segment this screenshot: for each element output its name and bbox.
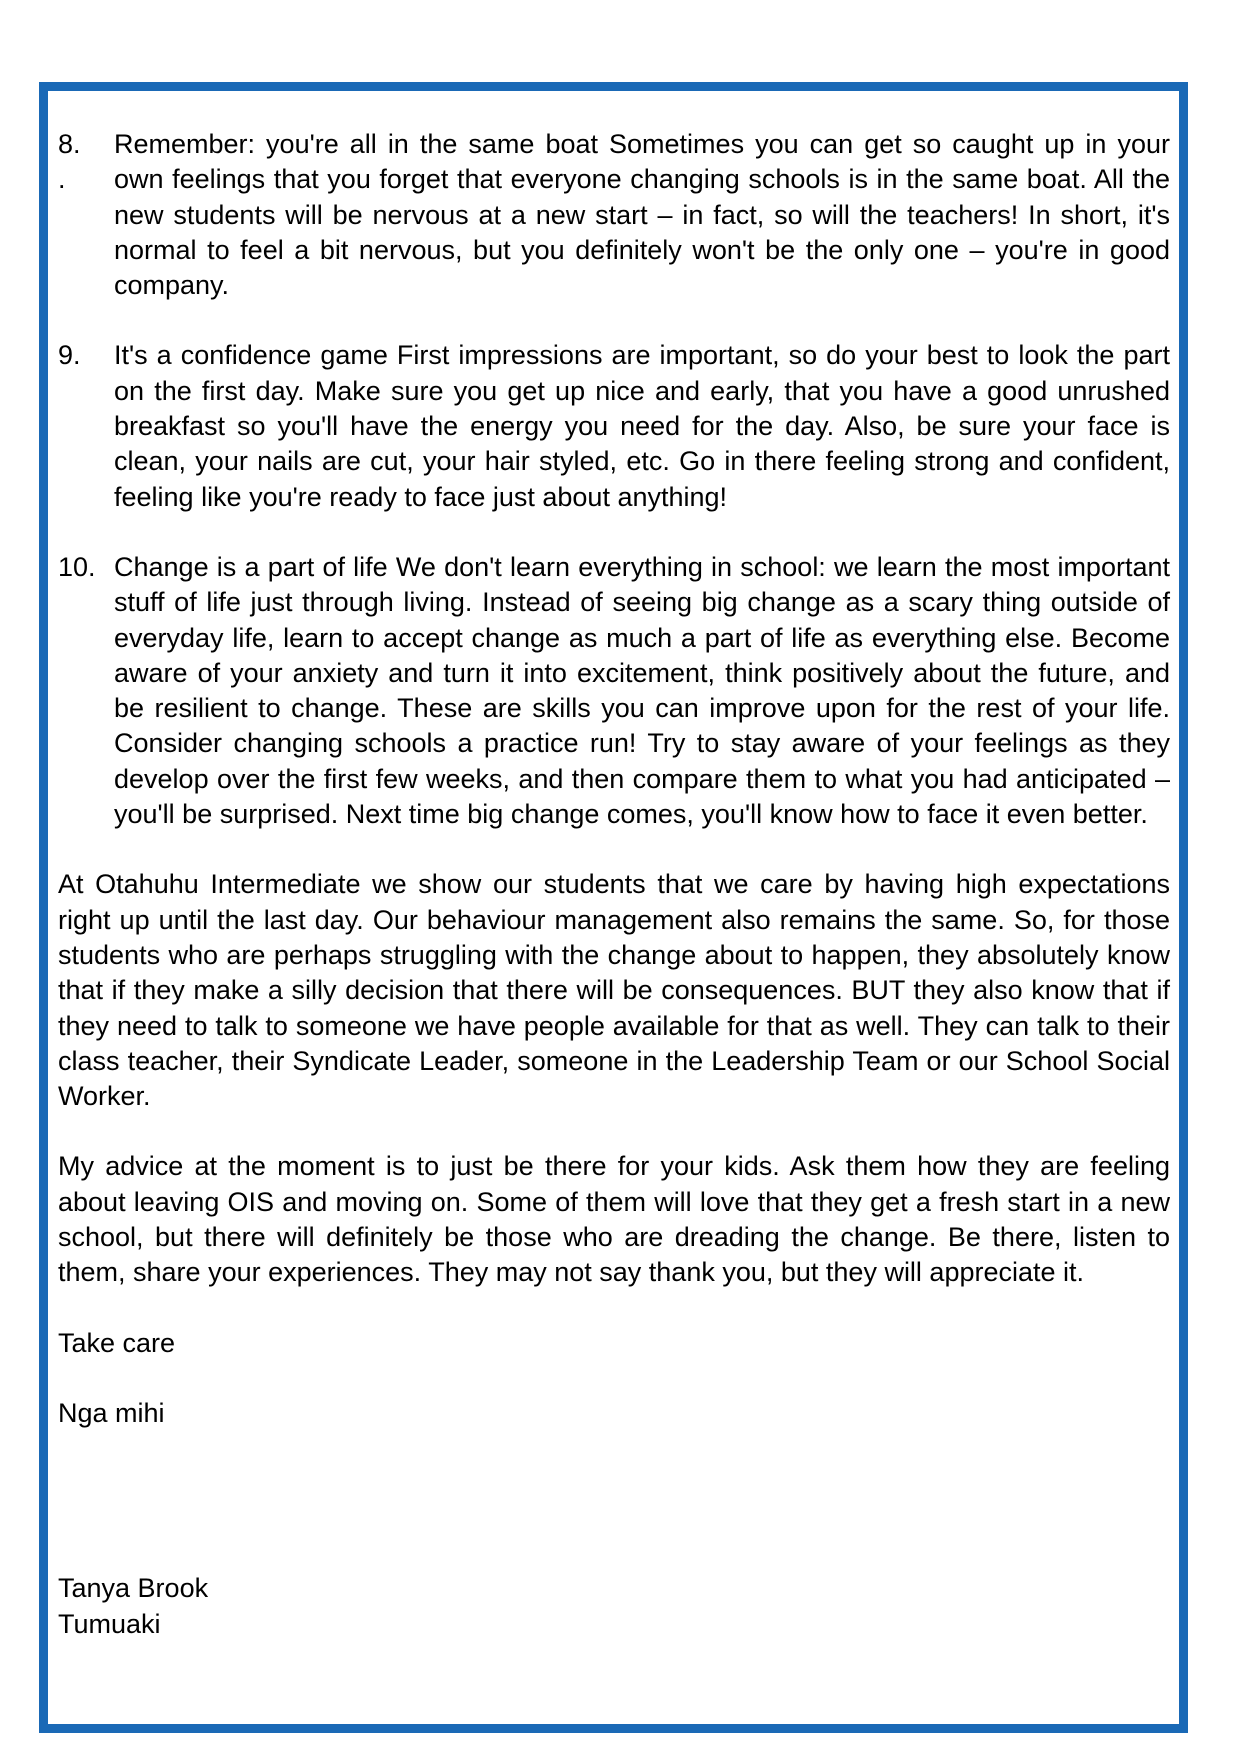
spacer	[58, 1361, 1170, 1396]
list-item-9	[58, 338, 1170, 514]
list-item-text: It's a confidence game First impressions are important, so do your best to look the part on the first day. Make sure you get up nice and early, that you have a good unrushed breakfast so you'll have the energy you need for the day. Also, be sure your face is clean, your nails are cut, your hair styled, etc. Go in there feeling strong and confident, feeling like you're ready to face just about anything!	[114, 340, 1170, 512]
list-number: 10.	[58, 551, 96, 582]
list-number: 8. .	[58, 129, 81, 195]
signer-name: Tanya Brook	[58, 1573, 209, 1604]
advice-paragraph: My advice at the moment is to just be there for your kids. Ask them how they are feeling about leaving OIS and moving on. Some of them will love that they get a fresh start in a new school, but there will definitely be those who are dreading the change. Be there, listen to them, share your experiences. They may not say thank you, but they will appreciate it.	[58, 1151, 1170, 1288]
list-item-8	[58, 127, 1170, 303]
behaviour-paragraph: At Otahuhu Intermediate we show our students that we care by having high expectations right up until the last day. Our behaviour management also remains the same. So, for those students who are perhaps struggling with the change about to happen, they absolutely know that if they make a silly decision that there will be consequences. BUT they also know that if they need to talk to someone we have people available for that as well. They can talk to their class teacher, their Syndicate Leader, someone in the Leadership Team or our School Social Worker.	[58, 869, 1170, 1112]
list-number: 9.	[58, 340, 81, 371]
take-care-line: Take care	[58, 1327, 176, 1358]
signature-space	[58, 1431, 1170, 1571]
nga-mihi-line: Nga mihi	[58, 1397, 165, 1428]
list-item-text: Remember: you're all in the same boat Sometimes you can get so caught up in your own feelings that you forget that everyone changing schools is in the same boat. All the new students will be nervous at a new start – in fact, so will the teachers! In short, it's normal to feel a bit nervous, but you definitely won't be the only one – you're in good company.	[114, 129, 1170, 301]
list-item-text: Change is a part of life We don't learn everything in school: we learn the most important stuff of life just through living. Instead of seeing big change as a scary thing outside of everyday life, learn to accept change as much a part of life as everything else. Become aware of your anxiety and turn it into excitement, think positively about the future, and be resilient to change. These are skills you can improve upon for the rest of your life. Consider changing schools a practice run! Try to stay aware of your feelings as they develop over the first few weeks, and then compare them to what you had anticipated – you'll be surprised. Next time big change comes, you'll know how to face it even better.	[114, 551, 1170, 830]
newsletter-body	[58, 127, 1170, 1642]
signer-title: Tumuaki	[58, 1608, 161, 1639]
list-item-10	[58, 550, 1170, 832]
